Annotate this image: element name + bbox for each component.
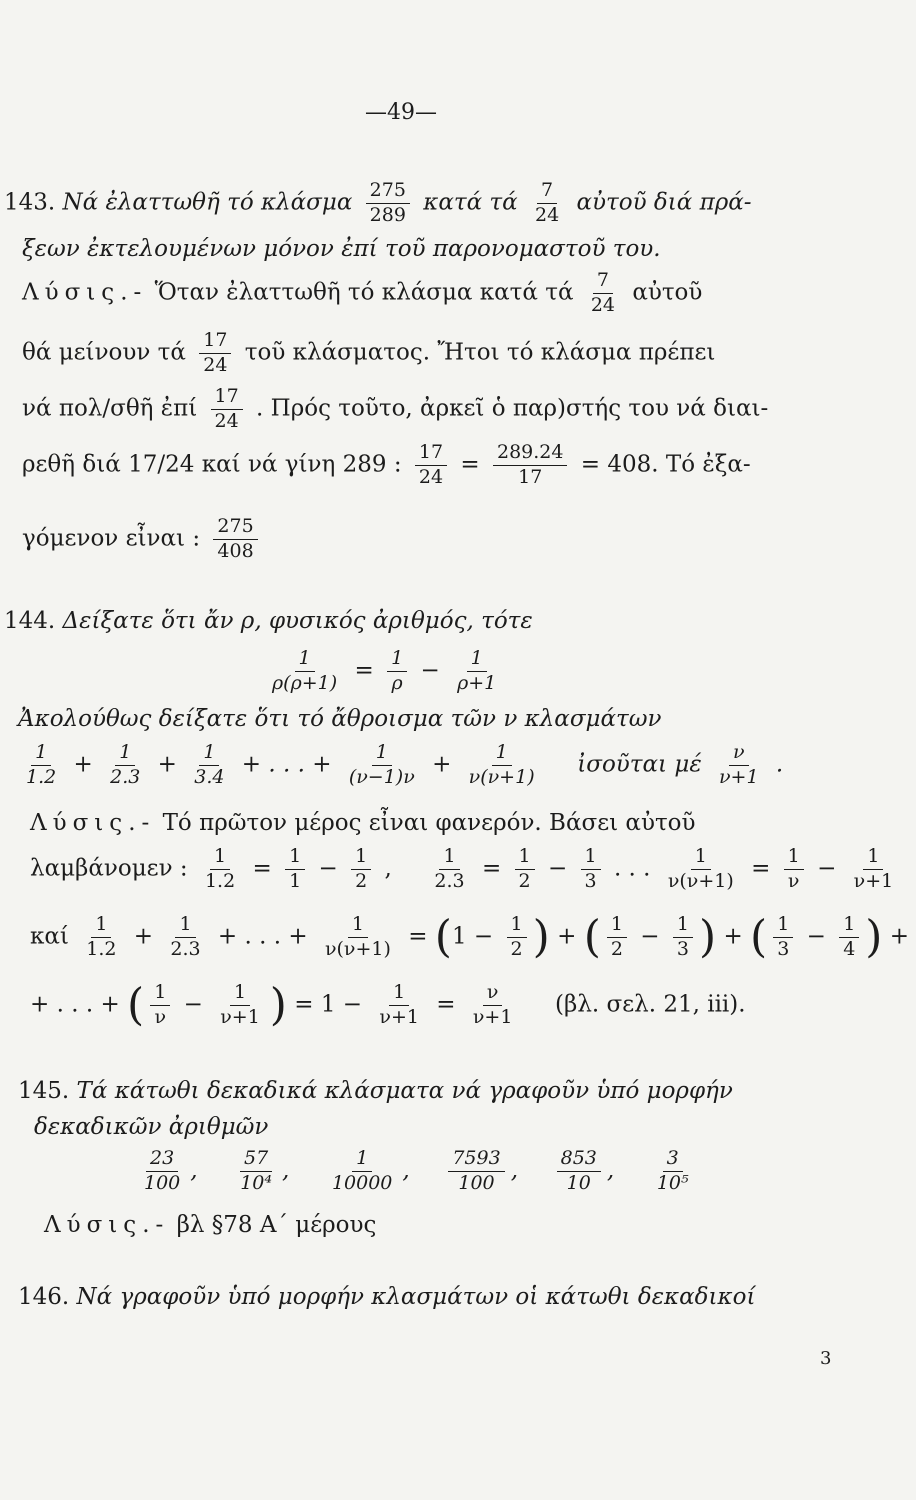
- left-paren: (: [434, 911, 452, 963]
- numerator: 275: [213, 516, 257, 540]
- fraction: [216, 982, 264, 1029]
- denominator: 24: [418, 465, 444, 488]
- numerator: 1: [91, 914, 111, 938]
- one: 1: [451, 923, 467, 950]
- dots: + . . . +: [241, 751, 332, 778]
- plus: +: [432, 751, 452, 778]
- inline-fraction: 17/24: [128, 451, 195, 478]
- fraction: [268, 648, 341, 695]
- text: Τό ἐξα-: [665, 451, 751, 478]
- comma: ,: [606, 1157, 615, 1184]
- text: νά πολ/σθῆ ἐπί: [22, 395, 198, 422]
- fraction: [150, 982, 170, 1029]
- numerator: ν: [729, 742, 749, 766]
- fraction: [375, 982, 423, 1029]
- numerator: 1: [673, 914, 693, 938]
- numerator: 289.24: [493, 442, 567, 466]
- text: ρεθῆ διά: [22, 451, 121, 478]
- problem-146-line-1: [18, 1284, 755, 1310]
- fraction: [22, 742, 60, 789]
- comma: ,: [510, 1157, 518, 1184]
- left-paren: (: [127, 979, 145, 1031]
- plus: +: [133, 923, 154, 950]
- equals: =: [408, 923, 428, 950]
- fraction: [715, 742, 763, 789]
- sum-statement: [16, 742, 783, 789]
- fraction: [531, 180, 563, 227]
- solution-label: Λύσις.-: [30, 810, 156, 836]
- right-paren: ): [865, 911, 883, 963]
- solution-144-line-2: [30, 846, 903, 893]
- denominator: 2: [610, 937, 623, 960]
- right-paren: ): [698, 911, 717, 963]
- comma: ,: [384, 855, 392, 882]
- denominator: 24: [214, 409, 239, 432]
- solution-143-line-2: [22, 330, 715, 377]
- equals: =: [436, 991, 456, 1018]
- identity-equation: [262, 648, 506, 695]
- fraction: [465, 742, 539, 789]
- numerator: 275: [366, 180, 410, 204]
- plus: +: [557, 923, 577, 950]
- fraction: [351, 846, 371, 893]
- corner-mark: 3: [820, 1348, 832, 1369]
- denominator: 289: [369, 203, 406, 226]
- comma: ,: [402, 1157, 410, 1184]
- text: θά μείνουν τά: [22, 339, 186, 366]
- numerator: 1: [348, 914, 368, 938]
- denominator: 3: [584, 869, 597, 892]
- equals: =: [460, 451, 480, 478]
- plus: +: [157, 751, 177, 778]
- numerator: 1: [773, 914, 793, 938]
- denominator: ρ+1: [457, 671, 497, 694]
- numerator: 1: [352, 1148, 372, 1172]
- fraction: [653, 1148, 693, 1195]
- numerator: 1: [515, 846, 535, 870]
- fraction: [199, 330, 231, 377]
- problem-143-line-2: ξεων ἐκτελουμένων μόνον ἐπί τοῦ παρονομαστοῦ του.: [22, 236, 661, 262]
- problem-number: 145.: [18, 1078, 70, 1104]
- minus: −: [806, 923, 826, 950]
- denominator: 10: [566, 1171, 591, 1194]
- plus: +: [889, 923, 910, 950]
- fraction: [448, 1148, 504, 1195]
- text: βλ §78 Α΄ μέρους: [176, 1212, 377, 1238]
- problem-number: 143.: [4, 189, 56, 216]
- fraction: [236, 1148, 276, 1195]
- fraction: [839, 914, 859, 961]
- numerator: 1: [199, 742, 219, 766]
- numerator: 3: [663, 1148, 683, 1172]
- numerator: 17: [415, 442, 447, 466]
- denominator: 100: [458, 1171, 495, 1194]
- numerator: 1: [492, 742, 512, 766]
- numerator: 1: [285, 846, 305, 870]
- denominator: 1.2: [86, 937, 117, 960]
- numerator: 1: [467, 648, 487, 672]
- solution-label: Λύσις.-: [22, 279, 148, 306]
- fraction: [607, 914, 627, 961]
- text: καί: [30, 923, 69, 950]
- decimal-fractions-list: [134, 1148, 699, 1195]
- problem-145-line-2: δεκαδικῶν ἀριθμῶν: [34, 1114, 269, 1140]
- solution-143-line-4: [22, 442, 751, 489]
- fraction: [211, 386, 243, 433]
- denominator: ν(ν+1): [667, 869, 734, 892]
- denominator: 2: [518, 869, 531, 892]
- denominator: ρ: [391, 671, 403, 694]
- denominator: 3: [777, 937, 790, 960]
- text: Νά ἐλαττωθῆ τό κλάσμα: [62, 189, 353, 216]
- fraction: [366, 180, 410, 227]
- text: αὐτοῦ: [632, 279, 703, 306]
- page-number: —49—: [365, 100, 437, 125]
- numerator: 1: [175, 914, 195, 938]
- problem-145-line-1: [18, 1078, 733, 1104]
- fraction: [453, 648, 500, 695]
- numerator: 7: [537, 180, 557, 204]
- denominator: 100: [144, 1171, 181, 1194]
- numerator: 57: [240, 1148, 272, 1172]
- right-paren: ): [269, 979, 287, 1031]
- fraction: [469, 982, 517, 1029]
- equals: =: [751, 855, 771, 882]
- numerator: 1: [389, 982, 409, 1006]
- numerator: 23: [146, 1148, 178, 1172]
- reference: (βλ. σελ. 21, iii).: [555, 991, 746, 1018]
- denominator: ρ(ρ+1): [272, 671, 338, 694]
- fraction: [82, 914, 120, 961]
- numerator: 853: [557, 1148, 601, 1172]
- text: 289 :: [342, 451, 402, 478]
- fraction: [587, 270, 619, 317]
- denominator: 24: [590, 293, 615, 316]
- numerator: 1: [351, 846, 371, 870]
- fraction: [387, 648, 407, 695]
- denominator: 2: [510, 937, 523, 960]
- problem-144-line-1: [4, 608, 533, 634]
- denominator: 10⁵: [656, 1171, 689, 1194]
- minus: −: [640, 923, 660, 950]
- text: καί νά γίνη: [201, 451, 336, 478]
- text: λαμβάνομεν :: [30, 855, 188, 882]
- text: Τά κάτωθι δεκαδικά κλάσματα νά γραφοῦν ὑπό μορφήν: [76, 1078, 733, 1104]
- period: .: [775, 751, 784, 778]
- denominator: 10000: [331, 1171, 393, 1194]
- fraction: [507, 914, 527, 961]
- denominator: 3.4: [194, 765, 225, 788]
- plus: +: [723, 923, 743, 950]
- text: Δείξατε ὅτι ἄν ρ, φυσικός ἀριθμός, τότε: [62, 608, 533, 634]
- text: τοῦ κλάσματος. Ἤτοι τό κλάσμα πρέπει: [244, 339, 716, 366]
- text: Ὅταν ἐλαττωθῆ τό κλάσμα κατά τά: [154, 279, 574, 306]
- minus: −: [547, 855, 568, 882]
- fraction: [515, 846, 535, 893]
- numerator: 1: [691, 846, 711, 870]
- numerator: 7: [593, 270, 613, 294]
- denominator: ν+1: [220, 1005, 260, 1028]
- comma: ,: [282, 1157, 290, 1184]
- equals: =: [252, 855, 272, 882]
- fraction: [784, 846, 804, 893]
- numerator: 1: [784, 846, 804, 870]
- denominator: 3: [676, 937, 689, 960]
- minus: −: [183, 991, 203, 1018]
- left-paren: (: [750, 911, 768, 963]
- denominator: 10⁴: [240, 1171, 272, 1194]
- minus: −: [473, 923, 494, 950]
- problem-143-line-1: [4, 180, 752, 227]
- numerator: 1: [839, 914, 859, 938]
- numerator: 1: [372, 742, 392, 766]
- denominator: ν(ν+1): [468, 765, 535, 788]
- denominator: ν+1: [379, 1005, 419, 1028]
- numerator: 1: [581, 846, 601, 870]
- numerator: 1: [31, 742, 51, 766]
- numerator: 1: [607, 914, 627, 938]
- problem-number: 144.: [4, 608, 56, 634]
- fraction: [140, 1148, 184, 1195]
- fraction: [345, 742, 419, 789]
- solution-143-line-5: [22, 516, 264, 563]
- fraction: [557, 1148, 601, 1195]
- solution-label: Λύσις.-: [44, 1212, 170, 1238]
- text: αὐτοῦ διά πρά-: [576, 189, 752, 216]
- fraction: [673, 914, 693, 961]
- denominator: 408: [217, 539, 254, 562]
- numerator: ν: [483, 982, 503, 1006]
- text: Νά γραφοῦν ὑπό μορφήν κλασμάτων οἱ κάτωθι δεκαδικοί: [76, 1284, 756, 1310]
- denominator: 24: [203, 353, 228, 376]
- solution-144-line-4: [30, 979, 746, 1031]
- numerator: 1: [150, 982, 170, 1006]
- denominator: 17: [518, 465, 543, 488]
- denominator: ν(ν+1): [324, 937, 391, 960]
- denominator: 2.3: [110, 765, 141, 788]
- result: = 408.: [580, 451, 659, 478]
- denominator: (ν−1)ν: [348, 765, 415, 788]
- numerator: 1: [295, 648, 315, 672]
- fraction: [201, 846, 239, 893]
- fraction: [213, 516, 257, 563]
- denominator: 4: [843, 937, 856, 960]
- text: ἰσοῦται μέ: [577, 751, 702, 778]
- problem-144-line-2: Ἀκολούθως δείξατε ὅτι τό ἄθροισμα τῶν ν κλασμάτων: [18, 706, 662, 732]
- denominator: 24: [535, 203, 560, 226]
- denominator: ν+1: [853, 869, 894, 892]
- text: κατά τά: [423, 189, 518, 216]
- equals: =: [481, 855, 502, 882]
- denominator: ν: [787, 869, 800, 892]
- denominator: ν+1: [472, 1005, 513, 1028]
- text: Τό πρῶτον μέρος εἶναι φανερόν. Βάσει αὐτοῦ: [162, 810, 696, 836]
- denominator: 2.3: [170, 937, 201, 960]
- numerator: 1: [439, 846, 459, 870]
- denominator: ν+1: [718, 765, 759, 788]
- numerator: 17: [211, 386, 243, 410]
- solution-144-line-1: [30, 810, 696, 836]
- denominator: 2: [355, 869, 368, 892]
- fraction: [581, 846, 601, 893]
- fraction: [166, 914, 204, 961]
- fraction: [321, 914, 395, 961]
- solution-143-line-1: [22, 270, 702, 317]
- denominator: 2.3: [434, 869, 465, 892]
- numerator: 1: [507, 914, 527, 938]
- solution-144-line-3: [30, 911, 910, 963]
- ellipsis: . . .: [613, 855, 651, 882]
- denominator: 1: [289, 869, 302, 892]
- plus: +: [73, 751, 93, 778]
- equals-one-minus: = 1 −: [294, 991, 363, 1018]
- problem-number: 146.: [18, 1284, 70, 1310]
- fraction: [664, 846, 738, 893]
- minus: −: [318, 855, 338, 882]
- fraction: [415, 442, 447, 489]
- numerator: 1: [115, 742, 135, 766]
- comma: ,: [190, 1157, 198, 1184]
- dots: + . . . +: [30, 991, 120, 1018]
- numerator: 1: [230, 982, 250, 1006]
- minus: −: [817, 855, 837, 882]
- fraction: [285, 846, 305, 893]
- right-paren: ): [532, 911, 550, 963]
- text: . Πρός τοῦτο, ἀρκεῖ ὁ παρ)στής του νά διαι-: [256, 395, 769, 422]
- minus: −: [420, 657, 440, 684]
- denominator: 1.2: [26, 765, 57, 788]
- fraction: [190, 742, 228, 789]
- numerator: 1: [863, 846, 883, 870]
- numerator: 1: [387, 648, 407, 672]
- fraction: [493, 442, 567, 489]
- numerator: 17: [199, 330, 231, 354]
- dots: + . . . +: [217, 923, 308, 950]
- fraction: [106, 742, 144, 789]
- equals: =: [354, 657, 374, 684]
- fraction: [328, 1148, 396, 1195]
- fraction: [773, 914, 793, 961]
- denominator: ν: [154, 1005, 167, 1028]
- numerator: 7593: [448, 1148, 504, 1172]
- solution-145: [44, 1212, 376, 1238]
- solution-143-line-3: [22, 386, 768, 433]
- denominator: 1.2: [204, 869, 236, 892]
- text: γόμενον εἶναι :: [22, 525, 201, 552]
- fraction: [430, 846, 468, 893]
- left-paren: (: [583, 911, 601, 963]
- numerator: 1: [210, 846, 230, 870]
- fraction: [850, 846, 898, 893]
